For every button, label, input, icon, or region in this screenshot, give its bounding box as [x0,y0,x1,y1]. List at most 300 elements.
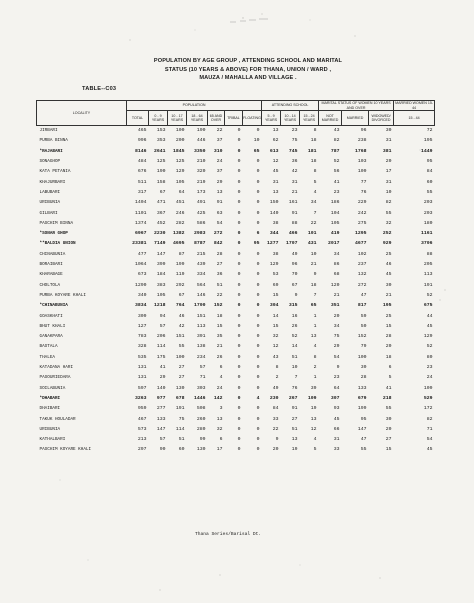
value-cell: 104 [330,210,340,216]
table-row [37,281,435,291]
value-cell: 0 [237,128,241,134]
value-cell: 67 [291,282,298,288]
header-married-15-44: 15 - 44 [394,111,435,126]
locality-name-cell: *CHINABUNIA [39,303,68,309]
value-cell: 21 [385,292,392,298]
header-school-10-14: 10 - 14 YEARS [281,111,300,126]
locality-name-cell: PASOURIEDARA [39,375,71,381]
value-cell: 39 [310,385,317,391]
value-cell: 452 [156,220,166,226]
value-cell: 41 [333,179,340,185]
value-cell: 191 [175,406,185,412]
table-row [37,322,435,332]
value-cell: 334 [196,272,206,278]
value-cell: 399 [156,262,166,268]
value-cell: 8 [313,354,317,360]
value-cell: 27 [178,375,185,381]
value-cell: 5 [313,179,317,185]
value-cell: 132 [357,272,367,278]
value-cell: 30 [385,416,392,422]
value-cell: 93 [333,406,340,412]
value-cell: 62 [272,138,279,144]
value-cell: 246 [175,210,185,216]
value-cell: 4677 [355,241,367,247]
locality-name-cell: LABUBARI [39,189,61,195]
value-cell: 13 [310,416,317,422]
value-cell: 8146 [134,148,147,154]
value-cell: 2 [313,365,317,371]
value-cell: 173 [196,189,206,195]
value-cell: 131 [137,365,147,371]
value-cell: 34 [333,251,340,257]
value-cell: 1 [313,375,317,381]
value-cell: 6 [388,365,392,371]
table-row [37,157,435,167]
value-cell: 35 [216,334,223,340]
value-cell: 91 [291,406,298,412]
value-cell: 113 [196,323,206,329]
value-cell: 0 [256,406,260,412]
value-cell: 109 [307,395,317,401]
value-cell: 46 [178,313,185,319]
locality-name-cell: KATHALBARI [39,437,66,443]
value-cell: 21 [291,189,298,195]
value-cell: 764 [175,303,185,309]
value-cell: 65 [253,148,260,154]
value-cell: 41 [159,365,166,371]
header-age-0-9: 0 - 9 YEARS [149,111,168,126]
header-age-10-17: 10 - 17 YEARS [168,111,187,126]
value-cell: 0 [256,159,260,165]
value-cell: 0 [237,354,241,360]
value-cell: 82 [426,416,433,422]
value-cell: 2641 [153,148,166,154]
value-cell: 54 [333,354,340,360]
header-marital-status: MARITAL STATUS OF WOMEN 10 YEARS AND OVER [319,101,394,111]
value-cell: 310 [213,148,223,154]
table-row [37,219,435,229]
value-cell: 16 [291,313,298,319]
value-cell: 787 [330,148,340,154]
value-cell: 13 [216,189,223,195]
value-cell: 18 [310,138,317,144]
value-cell: 103 [357,159,367,165]
value-cell: 2983 [193,231,206,237]
value-cell: 419 [330,231,340,237]
value-cell: 675 [423,303,433,309]
table-row [37,188,435,198]
value-cell: 84 [426,169,433,175]
locality-name-cell: KHAJURBARI [39,179,66,185]
value-cell: 70 [291,272,298,278]
value-cell: 55 [385,406,392,412]
value-cell: 0 [237,323,241,329]
table-row [37,126,435,137]
locality-name-cell: KHARABAGE [39,272,63,278]
value-cell: 0 [256,313,260,319]
value-cell: 381 [382,148,392,154]
value-cell: 37 [216,169,223,175]
value-cell: 57 [159,437,166,443]
value-cell: 14 [291,344,298,350]
value-cell: 10 [385,189,392,195]
header-not-married: NOT MARRIED [319,111,342,126]
value-cell: 175 [156,354,166,360]
value-cell: 49 [291,251,298,257]
value-cell: 190 [156,169,166,175]
value-cell: 32 [272,334,279,340]
value-cell: 9 [313,272,317,278]
value-cell: 0 [237,220,241,226]
locality-name-cell: BHUT KHALI [39,323,66,329]
value-cell: 91 [216,200,223,206]
value-cell: 27 [178,365,185,371]
locality-name-cell: PASCHIM KOYARE KHALI [39,447,92,453]
value-cell: 2230 [153,231,166,237]
value-cell: 8 [275,365,279,371]
header-widowed: WIDOWED/ DIVORCED [369,111,394,126]
value-cell: 140 [269,210,279,216]
value-cell: 15 [272,292,279,298]
value-cell: 77 [360,179,367,185]
value-cell: 36 [216,272,223,278]
value-cell: 1064 [134,262,147,268]
value-cell: 15 [385,323,392,329]
value-cell: 451 [175,200,185,206]
value-cell: 46 [385,262,392,268]
value-cell: 242 [357,210,367,216]
value-cell: 0 [237,292,241,298]
value-cell: 146 [196,292,206,298]
table-row [37,384,435,394]
value-cell: 161 [288,200,298,206]
value-cell: 237 [357,262,367,268]
value-cell: 0 [237,395,241,401]
value-cell: 1382 [172,231,185,237]
value-cell: 439 [196,262,206,268]
value-cell: 431 [307,241,317,247]
value-cell: 152 [213,303,223,309]
value-cell: 0 [256,179,260,185]
value-cell: 55 [178,344,185,350]
value-cell: 9 [336,365,340,371]
value-cell: 23 [333,375,340,381]
value-cell: 30 [385,282,392,288]
value-cell: 57 [199,365,206,371]
value-cell: 140 [156,385,166,391]
value-cell: 0 [237,262,241,268]
locality-name-cell: *DHABARI [39,395,61,401]
value-cell: 24 [426,375,433,381]
table-row [37,394,435,404]
value-cell: 1277 [267,241,279,247]
value-cell: 10 [310,251,317,257]
value-cell: 27 [385,437,392,443]
value-cell: 142 [213,395,223,401]
value-cell: 31 [385,138,392,144]
value-cell: 1 [313,323,317,329]
value-cell: 151 [196,313,206,319]
value-cell: 842 [213,241,223,247]
value-cell: 328 [137,344,147,350]
header-school-5-9: 5 - 9 YEARS [262,111,281,126]
value-cell: 307 [330,395,340,401]
value-cell: 195 [423,138,433,144]
value-cell: 260 [196,416,206,422]
value-cell: 21 [310,262,317,268]
value-cell: 0 [237,385,241,391]
value-cell: 52 [426,344,433,350]
value-cell: 18 [310,159,317,165]
value-cell: 277 [156,406,166,412]
value-cell: 195 [382,303,392,309]
value-cell: 41 [385,385,392,391]
value-cell: 55 [360,447,367,453]
value-cell: 96 [291,262,298,268]
value-cell: 54 [216,220,223,226]
value-cell: 130 [175,385,185,391]
value-cell: 114 [156,344,166,350]
value-cell: 90 [159,447,166,453]
value-cell: 446 [196,138,206,144]
value-cell: 20 [385,426,392,432]
value-cell: 275 [357,220,367,226]
value-cell: 679 [357,395,367,401]
value-cell: 292 [175,282,185,288]
value-cell: 0 [237,313,241,319]
value-cell: 317 [137,189,147,195]
locality-name-cell: PURBA BINNA [39,138,68,144]
value-cell: 2017 [328,241,340,247]
value-cell: 4 [313,189,317,195]
value-cell: 130 [196,447,206,453]
value-cell: 9 [294,292,298,298]
value-cell: 3 [219,406,223,412]
value-cell: 52 [291,334,298,340]
value-cell: 4695 [172,241,185,247]
value-cell: 101 [307,231,317,237]
value-cell: 22 [216,292,223,298]
locality-name-cell: PASCHIM BINNA [39,220,74,226]
value-cell: 125 [156,159,166,165]
value-cell: 0 [256,334,260,340]
value-cell: 0 [237,282,241,288]
value-cell: 19 [310,406,317,412]
value-cell: 94 [159,313,166,319]
value-cell: 147 [357,426,367,432]
value-cell: 67 [178,292,185,298]
value-cell: 59 [360,313,367,319]
locality-name-cell: *SONAR GHOP [39,231,68,237]
census-table [36,100,435,456]
value-cell: 465 [137,128,147,134]
value-cell: 38 [272,251,279,257]
value-cell: 0 [256,354,260,360]
value-cell: 20 [385,159,392,165]
locality-name-cell: BORAIBARI [39,262,63,268]
value-cell: 280 [196,426,206,432]
value-cell: 45 [272,169,279,175]
value-cell: 1845 [172,148,185,154]
value-cell: 95 [426,159,433,165]
value-cell: 49 [272,385,279,391]
value-cell: 34 [333,323,340,329]
value-cell: 33 [333,447,340,453]
value-cell: 996 [137,138,147,144]
value-cell: 3834 [134,303,147,309]
value-cell: 573 [137,426,147,432]
value-cell: 24 [216,385,223,391]
footer-series: Thana Series/Barisal Dt. [195,532,262,537]
table-row [37,353,435,363]
locality-name-cell: GILBARI [39,210,58,216]
value-cell: 60 [178,447,185,453]
value-cell: 100 [175,354,185,360]
title-line-3: MAUZA / MAHALLA AND VILLAGE . [199,75,297,82]
value-cell: 53 [272,272,279,278]
table-row [37,167,435,177]
value-cell: 28 [216,251,223,257]
value-cell: 27 [291,416,298,422]
value-cell: 19 [291,447,298,453]
value-cell: 13 [310,334,317,340]
value-cell: 100 [175,128,185,134]
value-cell: 76 [291,385,298,391]
value-cell: 6 [256,231,260,237]
value-cell: 0 [237,272,241,278]
value-cell: 0 [256,375,260,381]
value-cell: 20 [272,447,279,453]
value-cell: 184 [156,272,166,278]
value-cell: 69 [272,282,279,288]
value-cell: 55 [385,210,392,216]
value-cell: 0 [256,200,260,206]
value-cell: 340 [137,292,147,298]
table-row [37,332,435,342]
value-cell: 1768 [355,148,367,154]
value-cell: 0 [256,323,260,329]
table-row [37,209,435,219]
locality-name-cell: KATA PETANIA [39,169,71,175]
table-title [118,57,378,83]
value-cell: 200 [175,138,185,144]
locality-name-cell: URIBUNIA [39,426,61,432]
value-cell: 3263 [134,395,147,401]
locality-name-cell: URIBUNIA [39,200,61,206]
value-cell: 0 [256,344,260,350]
value-cell: 22 [310,220,317,226]
table-row [37,373,435,383]
value-cell: 67 [159,189,166,195]
value-cell: 95 [253,241,260,247]
value-cell: 18 [310,282,317,288]
value-cell: 229 [357,200,367,206]
value-cell: 213 [137,437,147,443]
value-cell: 17 [385,169,392,175]
value-cell: 31 [272,179,279,185]
value-cell: 0 [237,148,241,154]
value-cell: 23 [291,128,298,134]
value-cell: 153 [156,128,166,134]
value-cell: 66 [333,426,340,432]
value-cell: 1374 [134,220,147,226]
census-table-container [36,100,434,524]
value-cell: 272 [213,231,223,237]
value-cell: 2 [275,375,279,381]
table-body [37,126,435,456]
value-cell: 467 [137,416,147,422]
value-cell: 12 [310,426,317,432]
value-cell: 7 [313,210,317,216]
value-cell: 71 [199,375,206,381]
value-cell: 64 [178,189,185,195]
value-cell: 267 [288,395,298,401]
value-cell: 79 [360,344,367,350]
value-cell: 38 [272,220,279,226]
header-floating: FLOATING [243,111,262,126]
value-cell: 303 [196,385,206,391]
value-cell: 13 [291,437,298,443]
value-cell: 0 [237,334,241,340]
value-cell: 57 [159,323,166,329]
value-cell: 15 [216,323,223,329]
value-cell: 351 [330,303,340,309]
value-cell: 45 [426,323,433,329]
value-cell: 32 [385,220,392,226]
value-cell: 6 [219,437,223,443]
header-attending-school: ATTENDING SCHOOL [262,101,319,111]
value-cell: 0 [237,447,241,453]
value-cell: 105 [156,292,166,298]
value-cell: 42 [291,169,298,175]
value-cell: 8 [313,169,317,175]
value-cell: 129 [269,262,279,268]
value-cell: 484 [137,159,147,165]
value-cell: 0 [237,138,241,144]
value-cell: 96 [360,128,367,134]
locality-name-cell: BASTALA [39,344,58,350]
value-cell: 977 [156,395,166,401]
value-cell: 344 [269,231,279,237]
value-cell: 190 [196,128,206,134]
value-cell: 72 [426,128,433,134]
value-cell: 7 [294,375,298,381]
value-cell: 0 [237,251,241,257]
value-cell: 4 [313,344,317,350]
value-cell: 1218 [153,303,166,309]
value-cell: 30 [385,128,392,134]
value-cell: 34 [310,200,317,206]
value-cell: 297 [137,447,147,453]
value-cell: 0 [256,437,260,443]
value-cell: 37 [216,138,223,144]
value-cell: 45 [333,416,340,422]
value-cell: 0 [237,426,241,432]
value-cell: 21 [333,292,340,298]
value-cell: 133 [357,385,367,391]
value-cell: 471 [156,200,166,206]
value-cell: 234 [196,354,206,360]
locality-name-cell: SONAGHOP [39,159,61,165]
value-cell: 676 [137,169,147,175]
value-cell: 0 [256,426,260,432]
value-cell: 147 [156,426,166,432]
value-cell: 54 [426,437,433,443]
value-cell: 27 [216,262,223,268]
value-cell: 47 [360,292,367,298]
value-cell: 52 [333,159,340,165]
value-cell: 0 [256,303,260,309]
